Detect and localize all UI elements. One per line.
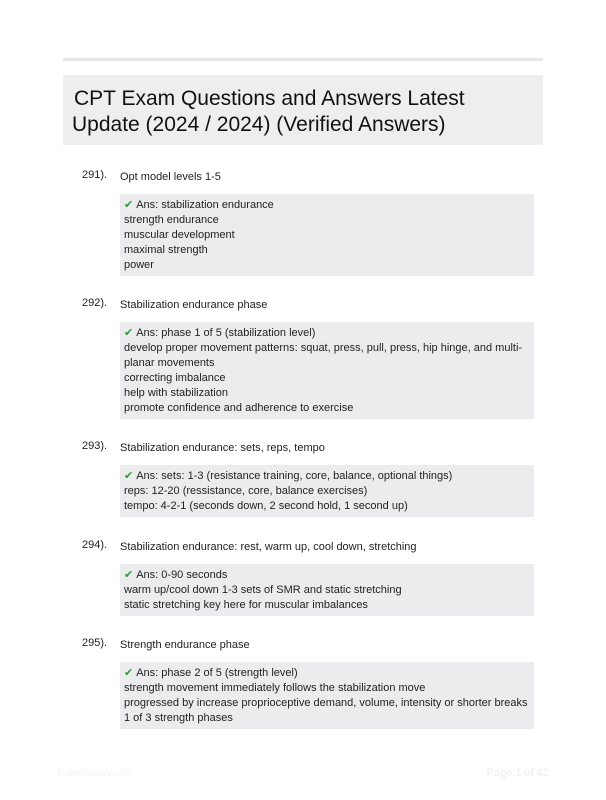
question-text: Stabilization endurance phase bbox=[120, 299, 268, 311]
question-number: 291). bbox=[82, 169, 108, 181]
question-text: Stabilization endurance: rest, warm up, cool down, stretching bbox=[120, 541, 417, 553]
page-title-line-2: Update (2024 / 2024) (Verified Answers) bbox=[72, 113, 446, 136]
answer-line: 1 of 3 strength phases bbox=[124, 712, 233, 724]
answer-line: planar movements bbox=[124, 357, 215, 369]
top-divider bbox=[63, 58, 543, 61]
answer-line: power bbox=[124, 259, 154, 271]
question-text: Opt model levels 1-5 bbox=[120, 171, 221, 183]
answer-text: Ans: stabilization endurance bbox=[136, 199, 274, 211]
page-title bbox=[72, 86, 535, 138]
answer-line: maximal strength bbox=[124, 244, 208, 256]
page-number: Page 1 of 42 bbox=[486, 767, 549, 779]
answer-line: reps: 12-20 (ressistance, core, balance exercises) bbox=[124, 485, 368, 497]
question-number: 294). bbox=[82, 539, 108, 551]
question-text: Strength endurance phase bbox=[120, 639, 250, 651]
answer-line bbox=[124, 197, 530, 213]
answer-text: Ans: phase 2 of 5 (strength level) bbox=[136, 667, 298, 679]
answer-line: static stretching key here for muscular imbalances bbox=[124, 599, 368, 611]
check-icon: ✔ bbox=[124, 198, 134, 211]
page-title-line-1: CPT Exam Questions and Answers Latest bbox=[74, 87, 465, 110]
answer-line: develop proper movement patterns: squat, press, pull, press, hip hinge, and multi- bbox=[124, 342, 523, 354]
question-number: 292). bbox=[82, 297, 108, 309]
check-icon: ✔ bbox=[124, 326, 134, 339]
question-number: 293). bbox=[82, 440, 108, 452]
answer-line bbox=[124, 325, 530, 341]
answer-line bbox=[124, 665, 530, 681]
answer-box bbox=[120, 465, 534, 517]
answer-line: strength endurance bbox=[124, 214, 219, 226]
check-icon: ✔ bbox=[124, 666, 134, 679]
answer-line: help with stabilization bbox=[124, 387, 228, 399]
answer-line: promote confidence and adherence to exercise bbox=[124, 402, 354, 414]
footer-watermark: Paperlibrary.com bbox=[58, 768, 133, 779]
answer-text: Ans: 0-90 seconds bbox=[136, 569, 228, 581]
answer-box bbox=[120, 662, 534, 729]
answer-line: warm up/cool down 1-3 sets of SMR and static stretching bbox=[124, 584, 402, 596]
answer-line: strength movement immediately follows the stabilization move bbox=[124, 682, 426, 694]
answer-line: tempo: 4-2-1 (seconds down, 2 second hold, 1 second up) bbox=[124, 500, 408, 512]
answer-line bbox=[124, 567, 530, 583]
question-text: Stabilization endurance: sets, reps, tempo bbox=[120, 442, 325, 454]
answer-line: progressed by increase proprioceptive demand, volume, intensity or shorter breaks bbox=[124, 697, 528, 709]
answer-text: Ans: phase 1 of 5 (stabilization level) bbox=[136, 327, 316, 339]
answer-text: Ans: sets: 1-3 (resistance training, core, balance, optional things) bbox=[136, 470, 453, 482]
answer-box bbox=[120, 322, 534, 419]
answer-line: muscular development bbox=[124, 229, 235, 241]
answer-box bbox=[120, 194, 534, 276]
check-icon: ✔ bbox=[124, 469, 134, 482]
title-banner bbox=[63, 75, 543, 145]
answer-line: correcting imbalance bbox=[124, 372, 226, 384]
question-number: 295). bbox=[82, 637, 108, 649]
answer-line bbox=[124, 468, 530, 484]
check-icon: ✔ bbox=[124, 568, 134, 581]
answer-box bbox=[120, 564, 534, 616]
